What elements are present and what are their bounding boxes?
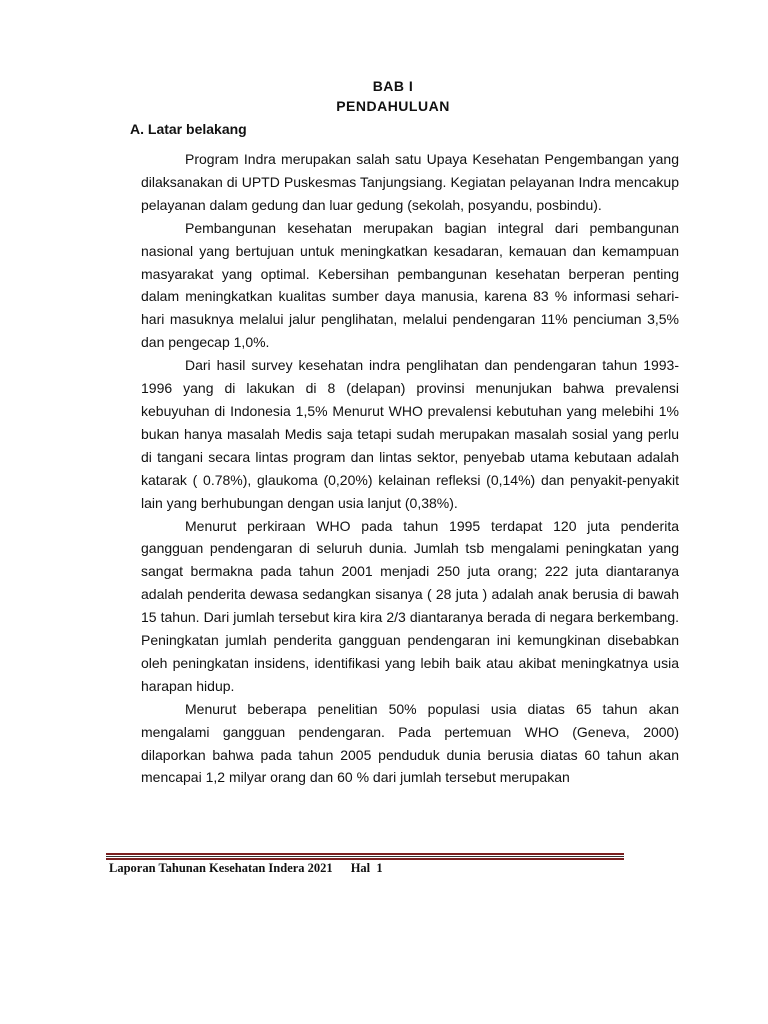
footer-divider (106, 853, 624, 860)
paragraph: Program Indra merupakan salah satu Upaya Kesehatan Pengembangan yang dilaksanakan di UPTD Puskesmas Tanjungsiang. Kegiatan pelayanan Indra mencakup pelayanan dalam gedung dan luar gedung (sekolah, posyandu, posbindu). (141, 151, 679, 213)
paragraph: Dari hasil survey kesehatan indra penglihatan dan pendengaran tahun 1993-1996 yang di lakukan di 8 (delapan) provinsi menunjukan bahwa prevalensi kebuyuhan di Indonesia 1,5% Menurut WHO prevalensi kebutuhan yang melebihi 1% bukan hanya masalah Medis saja tetapi sudah merupakan masalah sosial yang perlu di tangani secara lintas program dan lintas sektor, penyebab utama kebutaan adalah katarak ( 0.78%), glaukoma (0,20%) kelainan refleksi (0,14%) dan penyakit-penyakit lain yang berhubungan dengan usia lanjut (0,38%). (141, 357, 679, 511)
section-heading: A. Latar belakang (130, 121, 247, 137)
footer-page-number: Hal 1 (350, 861, 383, 875)
chapter-number: BAB I (372, 78, 414, 94)
paragraph: Menurut beberapa penelitian 50% populasi usia diatas 65 tahun akan mengalami gangguan pendengaran. Pada pertemuan WHO (Geneva, 2000) dilaporkan bahwa pada tahun 2005 penduduk dunia berusia diatas 60 tahun akan mencapai 1,2 milyar orang dan 60 % dari jumlah tersebut merupakan (141, 700, 679, 786)
chapter-title: PENDAHULUAN (336, 98, 450, 114)
body-text (141, 148, 679, 789)
page-footer (109, 861, 383, 876)
footer-report-title: Laporan Tahunan Kesehatan Indera 2021 (109, 861, 333, 875)
paragraph: Pembangunan kesehatan merupakan bagian integral dari pembangunan nasional yang bertujuan untuk meningkatkan kesadaran, kemauan dan kemampuan masyarakat yang optimal. Kebersihan pembangunan kesehatan berperan penting dalam meningkatkan kualitas sumber daya manusia, karena 83 % informasi sehari- hari masuknya melalui jalur penglihatan, melalui pendengaran 11% penciuman 3,5% dan pengecap 1,0%. (141, 219, 679, 351)
paragraph: Menurut perkiraan WHO pada tahun 1995 terdapat 120 juta penderita gangguan pendengaran di seluruh dunia. Jumlah tsb mengalami peningkatan yang sangat bermakna pada tahun 2001 menjadi 250 juta orang; 222 juta diantaranya adalah penderita dewasa sedangkan sisanya ( 28 juta ) adalah anak berusia di bawah 15 tahun. Dari jumlah tersebut kira kira 2/3 diantaranya berada di negara berkembang. Peningkatan jumlah penderita gangguan pendengaran ini kemungkinan disebabkan oleh peningkatan insidens, identifikasi yang lebih baik atau akibat meningkatnya usia harapan hidup. (141, 517, 679, 694)
